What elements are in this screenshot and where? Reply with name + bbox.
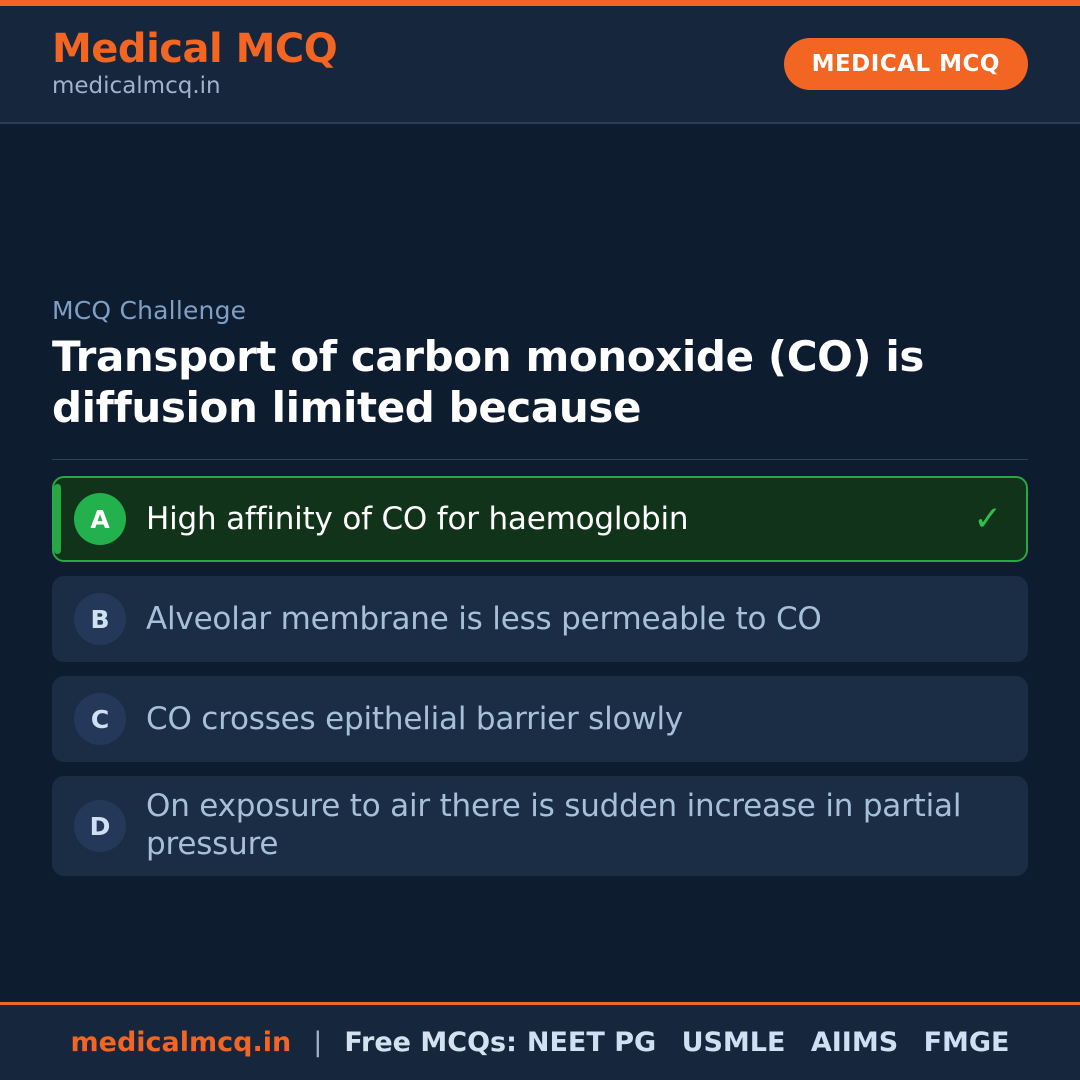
footer-exam-usmle: USMLE [681,1027,786,1058]
brand-block [52,28,337,99]
content-area [0,124,1080,1002]
footer-separator: | [313,1027,323,1058]
footer-exam-fmge: FMGE [923,1027,1010,1058]
divider [52,459,1028,460]
options-list [52,476,1028,876]
option-letter-a: A [74,493,126,545]
header-bar [0,6,1080,124]
option-row-b[interactable] [52,576,1028,662]
bottom-spacer [52,876,1028,1002]
option-text-a: High affinity of CO for haemoglobin [146,500,689,537]
brand-subtitle: medicalmcq.in [52,73,221,100]
option-row-d[interactable] [52,776,1028,876]
footer-bar [0,1002,1080,1080]
question-text: Transport of carbon monoxide (CO) is diffusion limited because [52,332,925,433]
option-letter-b: B [74,593,126,645]
brand-title: Medical MCQ [52,26,338,73]
option-text-c: CO crosses epithelial barrier slowly [146,700,684,737]
top-spacer [52,124,1028,296]
option-text-b: Alveolar membrane is less permeable to CO [146,600,822,637]
footer-exam-neetpg: NEET PG [526,1027,657,1058]
option-letter-d: D [74,800,126,852]
option-text-d: On exposure to air there is sudden increase in partial pressure [146,788,962,863]
option-row-a[interactable] [52,476,1028,562]
option-letter-c: C [74,693,126,745]
status-badge: MEDICAL MCQ [784,38,1028,90]
footer-site-link[interactable]: medicalmcq.in [70,1027,292,1058]
footer-label: Free MCQs: [344,1027,517,1058]
section-eyebrow: MCQ Challenge [52,296,247,325]
option-row-c[interactable] [52,676,1028,762]
footer-exam-list [527,1027,1010,1058]
footer-exam-aiims: AIIMS [810,1027,899,1058]
check-icon: ✓ [973,499,1002,540]
